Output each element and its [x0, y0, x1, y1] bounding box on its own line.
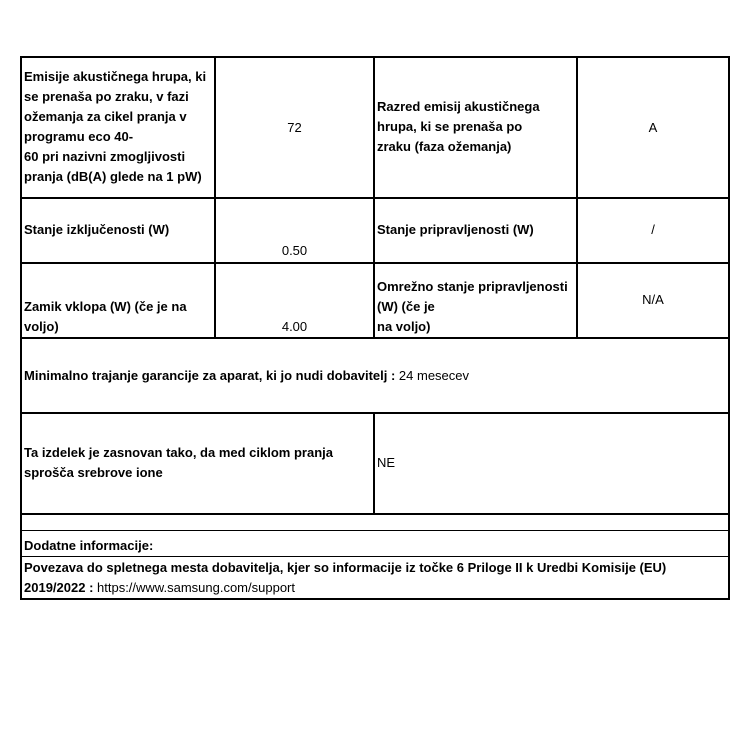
table-border-left — [20, 56, 22, 600]
row-divider — [20, 556, 730, 557]
row-divider — [20, 530, 730, 531]
standby-mode-value: / — [651, 222, 655, 237]
table-border-top — [20, 56, 730, 58]
row-divider — [20, 337, 730, 339]
networked-standby-value: N/A — [642, 292, 664, 307]
supplier-link-url[interactable]: https://www.samsung.com/support — [97, 580, 295, 595]
row-divider — [20, 412, 730, 414]
supplier-link-label: Povezava do spletnega mesta dobavitelja, kjer so informacije iz točke 6 Priloge II k Uredbi Komisije (EU) 2019/2022 : — [24, 560, 667, 595]
column-divider — [214, 56, 216, 339]
standby-mode-label: Stanje pripravljenosti (W) — [377, 222, 534, 237]
additional-info-header: Dodatne informacije: — [24, 538, 154, 553]
off-mode-label: Stanje izključenosti (W) — [24, 222, 170, 237]
supplier-link-row — [24, 558, 726, 598]
noise-emission-value: 72 — [287, 120, 302, 135]
noise-class-value: A — [648, 120, 658, 135]
noise-class-label: Razred emisij akustičnega hrupa, ki se prenaša po zraku (faza ožemanja) — [377, 99, 540, 154]
warranty-label: Minimalno trajanje garancije za aparat, ki jo nudi dobavitelj : — [24, 368, 399, 383]
silver-ions-value: NE — [377, 455, 396, 470]
row-divider — [20, 513, 730, 515]
table-border-right — [728, 56, 730, 600]
table-border-bottom — [20, 598, 730, 600]
noise-emission-label: Emisije akustičnega hrupa, ki se prenaša po zraku, v fazi ožemanja za cikel pranja v programu eco 40- 60 pri nazivni zmogljivosti pranja (dB(A) glede na 1 pW) — [24, 69, 207, 184]
column-divider — [373, 56, 375, 339]
off-mode-value: 0.50 — [281, 243, 308, 258]
row-divider — [20, 197, 730, 199]
row-divider — [20, 262, 730, 264]
silver-ions-label: Ta izdelek je zasnovan tako, da med ciklom pranja sprošča srebrove ione — [24, 445, 333, 480]
delay-start-value: 4.00 — [281, 319, 308, 334]
networked-standby-label: Omrežno stanje pripravljenosti (W) (če je na voljo) — [377, 279, 568, 334]
column-divider — [373, 412, 375, 515]
warranty-value: 24 mesecev — [398, 368, 470, 383]
warranty-row — [24, 366, 724, 386]
delay-start-label: Zamik vklopa (W) (če je na voljo) — [24, 299, 187, 334]
